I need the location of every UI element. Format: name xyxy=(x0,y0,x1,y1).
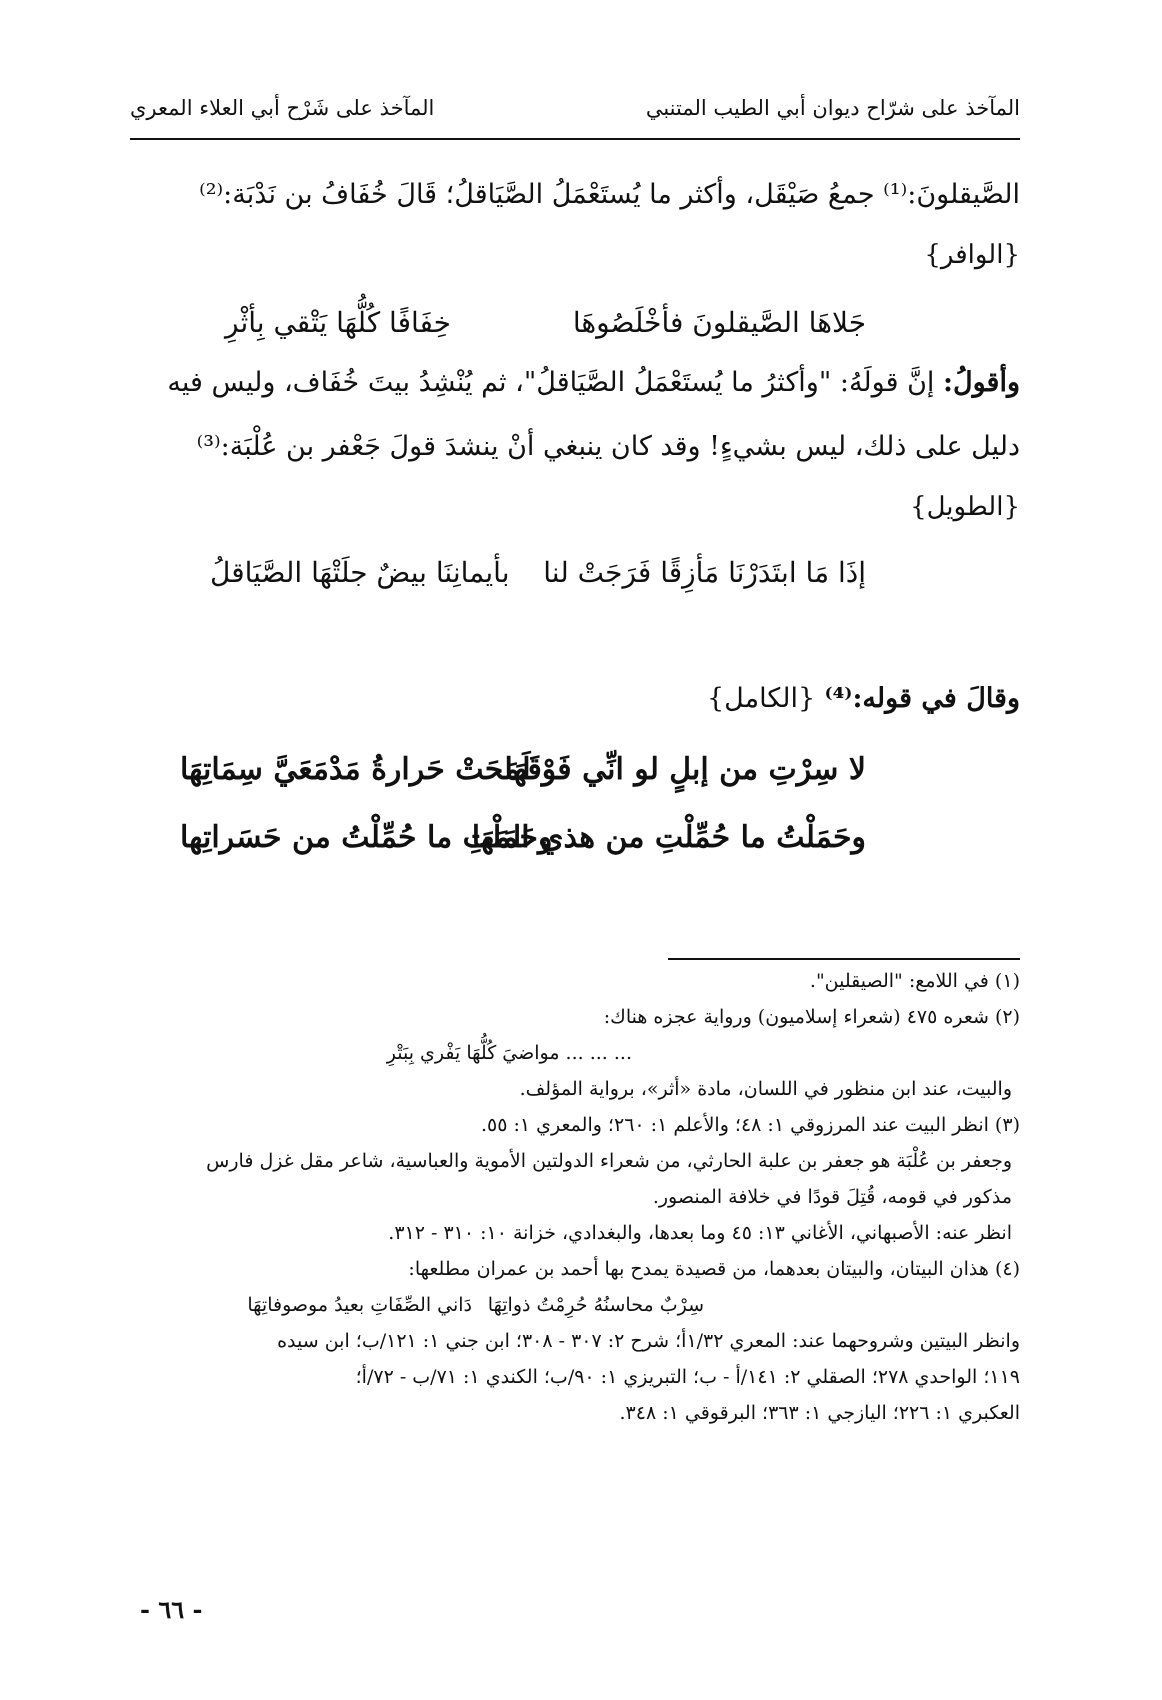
verse-1-first-hemistich: جَلاهَا الصَّيقلونَ فأخْلَصُوهَا xyxy=(572,306,866,339)
verse-2-first-hemistich: إذَا مَا ابتَدَرْنَا مَأزِقًا فَرَجَتْ لنا xyxy=(543,556,866,589)
verse-2-second-hemistich: بأيمانِنَا بيضٌ جلَتْهَا الصَّيَاقلُ xyxy=(210,556,510,589)
footnote-4-line-3: ١١٩؛ الواحدي ٢٧٨؛ الصقلي ٢: ١٤١/أ - ب؛ التبريزي ١: ٩٠/ب؛ الكندي ١: ٧١/ب - ٧٢/أ؛ xyxy=(355,1366,1020,1388)
footnote-4-line-1: (٤) هذان البيتان، والبيتان بعدهما، من قصيدة يمدح بها أحمد بن عمران مطلعها: xyxy=(408,1258,1020,1280)
footnote-2-line-1: (٢) شعره ٤٧٥ (شعراء إسلاميون) ورواية عجزه هناك: xyxy=(603,1006,1020,1028)
meter-label-kamil: {الكامل} xyxy=(707,683,816,714)
paragraph-3 xyxy=(140,684,1020,714)
footnote-4-line-4: العكبري ١: ٢٢٦؛ اليازجي ١: ٣٦٣؛ البرقوقي ١: ٣٤٨. xyxy=(619,1402,1020,1424)
paragraph-3-text: وقالَ في قوله:⁽⁴⁾ xyxy=(824,683,1020,714)
paragraph-2-line-1 xyxy=(140,368,1020,398)
verse-3-first-hemistich: لا سِرْتِ من إبلٍ لو انِّي فَوْقَهَا xyxy=(504,752,866,787)
aqulu-lead-word: وأقولُ: xyxy=(943,367,1020,398)
footnote-3-line-3: مذكور في قومه، قُتِلَ قودًا في خلافة المنصور. xyxy=(652,1186,1012,1208)
header-section-title: المآخذ على شَرْح أبي العلاء المعري xyxy=(130,96,435,120)
running-header xyxy=(130,96,1020,140)
header-book-title: المآخذ على شرّاح ديوان أبي الطيب المتنبي xyxy=(645,96,1020,120)
footnote-4-verse-first: سِرْبٌ محاسنُهُ حُرِمْتُ ذواتِهَا xyxy=(487,1294,704,1316)
paragraph-2-line-1-text: إنَّ قولَهُ: "وأكثرُ ما يُستَعْمَلُ الصَّيَاقلُ"، ثم يُنْشِدُ بيتَ خُفَاف، وليس فيه xyxy=(167,367,935,398)
paragraph-1-line-1: الصَّيقلونَ:⁽¹⁾ جمعُ صَيْقَل، وأكثر ما يُستَعْمَلُ الصَّيَاقلُ؛ قَالَ خُفَافُ بن نَدْبَة:⁽²⁾ xyxy=(199,179,1020,210)
footnote-3-line-4: انظر عنه: الأصبهاني، الأغاني ١٣: ٤٥ وما بعدها، والبغدادي، خزانة ١٠: ٣١٠ - ٣١٢. xyxy=(388,1222,1012,1244)
paragraph-2-line-2: دليل على ذلك، ليس بشيءٍ! وقد كان ينبغي أنْ ينشدَ قولَ جَعْفر بن عُلْبَة:⁽³⁾ xyxy=(196,431,1020,462)
page-number: - ٦٦ - xyxy=(140,1595,203,1624)
footnote-2-verse: ... ... ... مواضيَ كُلُّهَا يَفْري بِبَتْرِ xyxy=(386,1042,632,1064)
footnote-2-line-2: والبيت، عند ابن منظور في اللسان، مادة «أثر»، برواية المؤلف. xyxy=(519,1078,1012,1100)
footnote-4-line-2: وانظر البيتين وشروحهما عند: المعري ١/٣٢أ؛ شرح ٢: ٣٠٧ - ٣٠٨؛ ابن جني ١: ١٢١/ب؛ ابن سيده xyxy=(277,1330,1020,1352)
meter-label-wafir: {الوافر} xyxy=(924,240,1020,270)
footnote-4-verse-second: دَاني الصِّفَاتِ بعيدُ موصوفاتِهَا xyxy=(247,1294,472,1316)
verse-3-second-hemistich: لَمَحَتْ حَرارةُ مَدْمَعَيَّ سِمَاتِهَا xyxy=(180,752,531,787)
footnote-3-line-1: (٣) انظر البيت عند المرزوقي ١: ٤٨؛ والأعلم ١: ٢٦٠؛ والمعري ١: ٥٥. xyxy=(480,1114,1020,1136)
footnote-separator xyxy=(668,958,1020,960)
footnote-1: (١) في اللامع: "الصيقلين". xyxy=(809,970,1020,992)
meter-label-tawil: {الطويل} xyxy=(910,492,1020,522)
footnote-3-line-2: وجعفر بن عُلْبَة هو جعفر بن علبة الحارثي، من شعراء الدولتين الأموية والعباسية، شاعر مقل غزل فارس xyxy=(206,1150,1012,1172)
verse-1-second-hemistich: خِفَافًا كُلُّهَا يَتْقي بِأثْرِ xyxy=(225,306,451,339)
verse-4-second-hemistich: وحَمَلْتِ ما حُمِّلْتُ من حَسَراتِها xyxy=(180,820,553,855)
verse-4-first-hemistich: وحَمَلْتُ ما حُمِّلْتِ من هذي المَهَا xyxy=(471,820,866,855)
